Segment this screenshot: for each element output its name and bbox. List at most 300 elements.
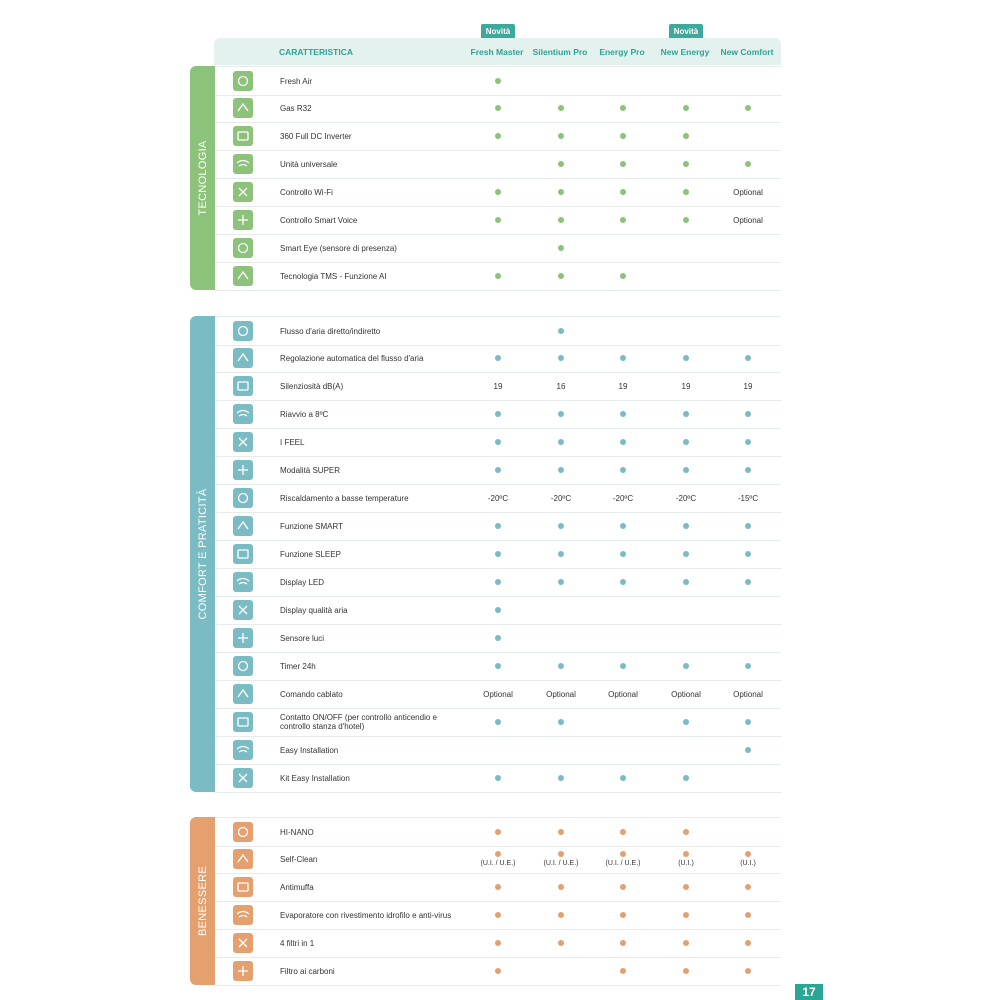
table-row	[215, 512, 781, 541]
value-cell	[592, 456, 654, 484]
value-cell	[717, 845, 779, 873]
availability-dot	[745, 747, 751, 753]
availability-dot	[558, 663, 564, 669]
feature-label: Comando cablato	[280, 689, 343, 699]
value-cell	[467, 680, 529, 708]
availability-dot	[495, 775, 501, 781]
availability-dot	[620, 968, 626, 974]
voice-icon	[233, 210, 253, 230]
value-cell	[592, 764, 654, 792]
value-cell	[467, 94, 529, 122]
feature-label: Regolazione automatica del flusso d'aria	[280, 353, 424, 363]
value-cell	[717, 150, 779, 178]
value-cell	[717, 484, 779, 512]
i-feel-icon	[233, 432, 253, 452]
availability-dot	[620, 467, 626, 473]
value-cell	[717, 456, 779, 484]
feature-label: Controllo Smart Voice	[280, 215, 358, 225]
value-cell	[530, 957, 592, 985]
sleep-icon	[233, 544, 253, 564]
availability-dot	[683, 189, 689, 195]
on-off-contact-icon	[233, 712, 253, 732]
availability-dot	[683, 829, 689, 835]
value-cell	[655, 344, 717, 372]
value-cell	[655, 845, 717, 873]
table-row	[215, 736, 781, 765]
value-cell	[655, 456, 717, 484]
value-cell	[467, 122, 529, 150]
availability-dot	[558, 439, 564, 445]
availability-dot	[620, 105, 626, 111]
table-header	[214, 38, 781, 65]
value-text: -20ºC	[675, 493, 697, 503]
availability-dot	[495, 940, 501, 946]
table-row	[215, 624, 781, 653]
availability-dot	[495, 829, 501, 835]
value-cell	[655, 929, 717, 957]
availability-dot	[745, 355, 751, 361]
value-cell	[592, 317, 654, 345]
feature-label: Sensore luci	[280, 633, 325, 643]
value-cell	[530, 344, 592, 372]
availability-dot	[558, 884, 564, 890]
value-cell	[530, 262, 592, 290]
value-cell	[467, 428, 529, 456]
value-cell	[467, 67, 529, 95]
availability-dot	[683, 775, 689, 781]
table-row	[215, 122, 781, 151]
value-cell	[530, 122, 592, 150]
value-cell	[467, 845, 529, 873]
feature-label: Smart Eye (sensore di presenza)	[280, 243, 397, 253]
restart-8c-icon	[233, 404, 253, 424]
super-mode-icon	[233, 460, 253, 480]
availability-dot	[495, 968, 501, 974]
value-cell	[530, 736, 592, 764]
availability-dot	[683, 355, 689, 361]
table-row	[215, 901, 781, 930]
availability-dot	[745, 663, 751, 669]
feature-label: Contatto ON/OFF (per controllo anticendio e controllo stanza d'hotel)	[280, 713, 437, 731]
value-cell	[655, 901, 717, 929]
feature-label: Flusso d'aria diretto/indiretto	[280, 326, 381, 336]
value-cell	[655, 428, 717, 456]
value-cell	[592, 873, 654, 901]
availability-dot	[558, 328, 564, 334]
value-cell	[592, 262, 654, 290]
value-cell	[717, 344, 779, 372]
value-cell	[717, 122, 779, 150]
feature-label: Funzione SLEEP	[280, 549, 341, 559]
availability-dot	[745, 411, 751, 417]
value-cell	[655, 652, 717, 680]
value-cell	[530, 624, 592, 652]
availability-dot	[620, 439, 626, 445]
availability-dot	[620, 355, 626, 361]
feature-label: Gas R32	[280, 103, 312, 113]
value-cell	[467, 206, 529, 234]
header-model: Silentium Pro	[532, 46, 588, 57]
value-cell	[530, 150, 592, 178]
availability-dot	[495, 133, 501, 139]
led-display-icon	[233, 572, 253, 592]
value-cell	[655, 317, 717, 345]
availability-dot	[683, 851, 689, 857]
universal-unit-icon	[233, 154, 253, 174]
unit-note: (U.I. / U.E.)	[543, 860, 579, 867]
value-cell	[530, 512, 592, 540]
value-cell	[467, 901, 529, 929]
value-text: -20ºC	[487, 493, 509, 503]
value-cell	[655, 178, 717, 206]
availability-dot	[495, 78, 501, 84]
value-cell	[467, 400, 529, 428]
value-text: Optional	[733, 187, 763, 197]
novita-badge: Novità	[481, 24, 515, 38]
table-row	[215, 540, 781, 569]
value-cell	[592, 624, 654, 652]
value-cell	[717, 67, 779, 95]
header-model: New Comfort	[720, 46, 774, 57]
availability-dot	[558, 719, 564, 725]
section-label: BENESSERE	[196, 866, 209, 936]
feature-label: 4 filtri in 1	[280, 938, 315, 948]
value-cell	[530, 764, 592, 792]
value-cell	[655, 262, 717, 290]
value-cell	[655, 67, 717, 95]
value-cell	[717, 652, 779, 680]
availability-dot	[683, 467, 689, 473]
feature-label: Display LED	[280, 577, 325, 587]
availability-dot	[558, 217, 564, 223]
availability-dot	[558, 355, 564, 361]
availability-dot	[558, 851, 564, 857]
availability-dot	[495, 851, 501, 857]
availability-dot	[495, 189, 501, 195]
value-cell	[717, 901, 779, 929]
value-cell	[717, 957, 779, 985]
feature-label: Riavvio a 8ºC	[280, 409, 329, 419]
value-cell	[467, 484, 529, 512]
availability-dot	[683, 105, 689, 111]
table-row	[215, 817, 781, 847]
availability-dot	[495, 884, 501, 890]
page-number: 17	[795, 984, 823, 1000]
value-cell	[467, 262, 529, 290]
availability-dot	[745, 467, 751, 473]
value-cell	[530, 234, 592, 262]
value-cell	[467, 344, 529, 372]
table-row	[215, 708, 781, 737]
fresh-air-icon	[233, 71, 253, 91]
availability-dot	[620, 133, 626, 139]
table-row	[215, 652, 781, 681]
feature-label: HI-NANO	[280, 827, 314, 837]
availability-dot	[683, 579, 689, 585]
gas-r32-icon	[233, 98, 253, 118]
value-cell	[655, 150, 717, 178]
availability-dot	[683, 523, 689, 529]
value-cell	[592, 94, 654, 122]
smart-eye-icon	[233, 238, 253, 258]
hi-nano-icon	[233, 822, 253, 842]
unit-note: (U.I.)	[740, 860, 756, 867]
feature-label: 360 Full DC Inverter	[280, 131, 352, 141]
value-text: Optional	[608, 689, 638, 699]
value-cell	[467, 736, 529, 764]
availability-dot	[558, 411, 564, 417]
feature-label: Display qualità aria	[280, 605, 348, 615]
value-cell	[717, 873, 779, 901]
value-cell	[592, 901, 654, 929]
value-cell	[592, 818, 654, 846]
air-quality-icon	[233, 600, 253, 620]
section-label: TECNOLOGIA	[196, 140, 209, 216]
value-cell	[592, 708, 654, 736]
availability-dot	[558, 245, 564, 251]
availability-dot	[745, 105, 751, 111]
table-row	[215, 234, 781, 263]
feature-label: Filtro ai carboni	[280, 966, 335, 976]
availability-dot	[495, 579, 501, 585]
availability-dot	[683, 884, 689, 890]
value-cell	[717, 94, 779, 122]
value-cell	[592, 736, 654, 764]
value-cell	[467, 818, 529, 846]
availability-dot	[558, 161, 564, 167]
section-label: COMFORT E PRATICITÀ	[196, 488, 209, 620]
timer-icon	[233, 656, 253, 676]
section-band-comfort	[190, 316, 215, 792]
section-band-tech	[190, 66, 215, 290]
value-cell	[717, 234, 779, 262]
value-cell	[592, 680, 654, 708]
value-text: 16	[556, 381, 566, 391]
value-cell	[655, 873, 717, 901]
availability-dot	[683, 439, 689, 445]
wifi-icon	[233, 182, 253, 202]
value-cell	[467, 596, 529, 624]
value-text: -15ºC	[737, 493, 759, 503]
availability-dot	[683, 133, 689, 139]
availability-dot	[745, 579, 751, 585]
value-cell	[530, 845, 592, 873]
value-cell	[530, 67, 592, 95]
silent-icon	[233, 376, 253, 396]
easy-install-icon	[233, 740, 253, 760]
value-cell	[467, 317, 529, 345]
availability-dot	[683, 411, 689, 417]
availability-dot	[745, 851, 751, 857]
table-row	[215, 873, 781, 902]
feature-label: Tecnologia TMS - Funzione AI	[280, 271, 387, 281]
availability-dot	[620, 663, 626, 669]
value-cell	[530, 178, 592, 206]
availability-dot	[683, 161, 689, 167]
availability-dot	[495, 719, 501, 725]
value-cell	[717, 818, 779, 846]
availability-dot	[745, 968, 751, 974]
value-cell	[530, 708, 592, 736]
value-cell	[592, 178, 654, 206]
value-text: -20ºC	[550, 493, 572, 503]
table-row	[215, 150, 781, 179]
feature-label: Silenziosità dB(A)	[280, 381, 344, 391]
unit-note: (U.I. / U.E.)	[480, 860, 516, 867]
table-row	[215, 929, 781, 958]
value-cell	[467, 234, 529, 262]
value-cell	[717, 317, 779, 345]
value-cell	[530, 317, 592, 345]
value-cell	[655, 540, 717, 568]
table-row	[215, 316, 781, 346]
availability-dot	[620, 551, 626, 557]
table-row	[215, 372, 781, 401]
value-text: Optional	[733, 215, 763, 225]
table-row	[215, 344, 781, 373]
availability-dot	[558, 775, 564, 781]
availability-dot	[558, 189, 564, 195]
value-cell	[655, 736, 717, 764]
availability-dot	[495, 635, 501, 641]
availability-dot	[620, 579, 626, 585]
availability-dot	[683, 217, 689, 223]
availability-dot	[683, 912, 689, 918]
value-text: Optional	[483, 689, 513, 699]
feature-label: Riscaldamento a basse temperature	[280, 493, 409, 503]
availability-dot	[620, 189, 626, 195]
value-text: 19	[493, 381, 503, 391]
auto-airflow-icon	[233, 348, 253, 368]
value-cell	[717, 736, 779, 764]
value-cell	[530, 540, 592, 568]
value-cell	[717, 262, 779, 290]
table-row	[215, 845, 781, 874]
value-cell	[530, 428, 592, 456]
value-text: 19	[743, 381, 753, 391]
value-cell	[530, 94, 592, 122]
value-cell	[467, 540, 529, 568]
value-cell	[655, 596, 717, 624]
value-cell	[592, 845, 654, 873]
value-cell	[467, 512, 529, 540]
value-cell	[530, 372, 592, 400]
value-text: 19	[681, 381, 691, 391]
value-cell	[717, 929, 779, 957]
feature-label: Easy Installation	[280, 745, 339, 755]
availability-dot	[745, 161, 751, 167]
value-cell	[467, 652, 529, 680]
value-cell	[592, 957, 654, 985]
table-row	[215, 957, 781, 986]
airflow-icon	[233, 321, 253, 341]
value-cell	[530, 206, 592, 234]
value-text: Optional	[733, 689, 763, 699]
availability-dot	[558, 105, 564, 111]
value-cell	[717, 708, 779, 736]
value-cell	[717, 540, 779, 568]
kit-easy-install-icon	[233, 768, 253, 788]
header-model: New Energy	[660, 46, 710, 57]
availability-dot	[558, 940, 564, 946]
availability-dot	[620, 829, 626, 835]
feature-label: Self-Clean	[280, 854, 318, 864]
availability-dot	[558, 829, 564, 835]
dc-inverter-icon	[233, 126, 253, 146]
value-cell	[467, 708, 529, 736]
value-cell	[655, 624, 717, 652]
value-cell	[717, 372, 779, 400]
low-temp-heating-icon	[233, 488, 253, 508]
light-sensor-icon	[233, 628, 253, 648]
availability-dot	[495, 663, 501, 669]
value-cell	[655, 206, 717, 234]
value-cell	[592, 400, 654, 428]
value-cell	[592, 234, 654, 262]
availability-dot	[620, 273, 626, 279]
availability-dot	[495, 467, 501, 473]
value-cell	[467, 624, 529, 652]
availability-dot	[495, 439, 501, 445]
availability-dot	[558, 551, 564, 557]
value-text: Optional	[546, 689, 576, 699]
value-cell	[655, 764, 717, 792]
value-cell	[530, 596, 592, 624]
availability-dot	[558, 273, 564, 279]
unit-note: (U.I. / U.E.)	[605, 860, 641, 867]
value-cell	[717, 206, 779, 234]
availability-dot	[558, 467, 564, 473]
availability-dot	[745, 523, 751, 529]
value-cell	[717, 400, 779, 428]
availability-dot	[495, 273, 501, 279]
availability-dot	[495, 355, 501, 361]
value-cell	[655, 957, 717, 985]
value-cell	[592, 206, 654, 234]
availability-dot	[620, 411, 626, 417]
feature-label: Evaporatore con rivestimento idrofilo e anti-virus	[280, 910, 452, 920]
table-row	[215, 680, 781, 709]
value-cell	[467, 873, 529, 901]
feature-label: Funzione SMART	[280, 521, 343, 531]
value-cell	[530, 400, 592, 428]
availability-dot	[620, 217, 626, 223]
value-cell	[592, 568, 654, 596]
value-cell	[467, 764, 529, 792]
table-row	[215, 66, 781, 96]
availability-dot	[620, 523, 626, 529]
evaporator-icon	[233, 905, 253, 925]
value-cell	[592, 428, 654, 456]
feature-label: I FEEL	[280, 437, 305, 447]
value-cell	[592, 512, 654, 540]
value-cell	[717, 512, 779, 540]
value-cell	[592, 122, 654, 150]
value-cell	[717, 596, 779, 624]
filters-icon	[233, 933, 253, 953]
smart-function-icon	[233, 516, 253, 536]
header-model: Fresh Master	[470, 46, 524, 57]
value-cell	[530, 873, 592, 901]
value-cell	[530, 818, 592, 846]
value-cell	[717, 568, 779, 596]
value-cell	[592, 67, 654, 95]
value-cell	[655, 484, 717, 512]
availability-dot	[620, 161, 626, 167]
availability-dot	[558, 579, 564, 585]
value-cell	[655, 122, 717, 150]
value-cell	[467, 150, 529, 178]
